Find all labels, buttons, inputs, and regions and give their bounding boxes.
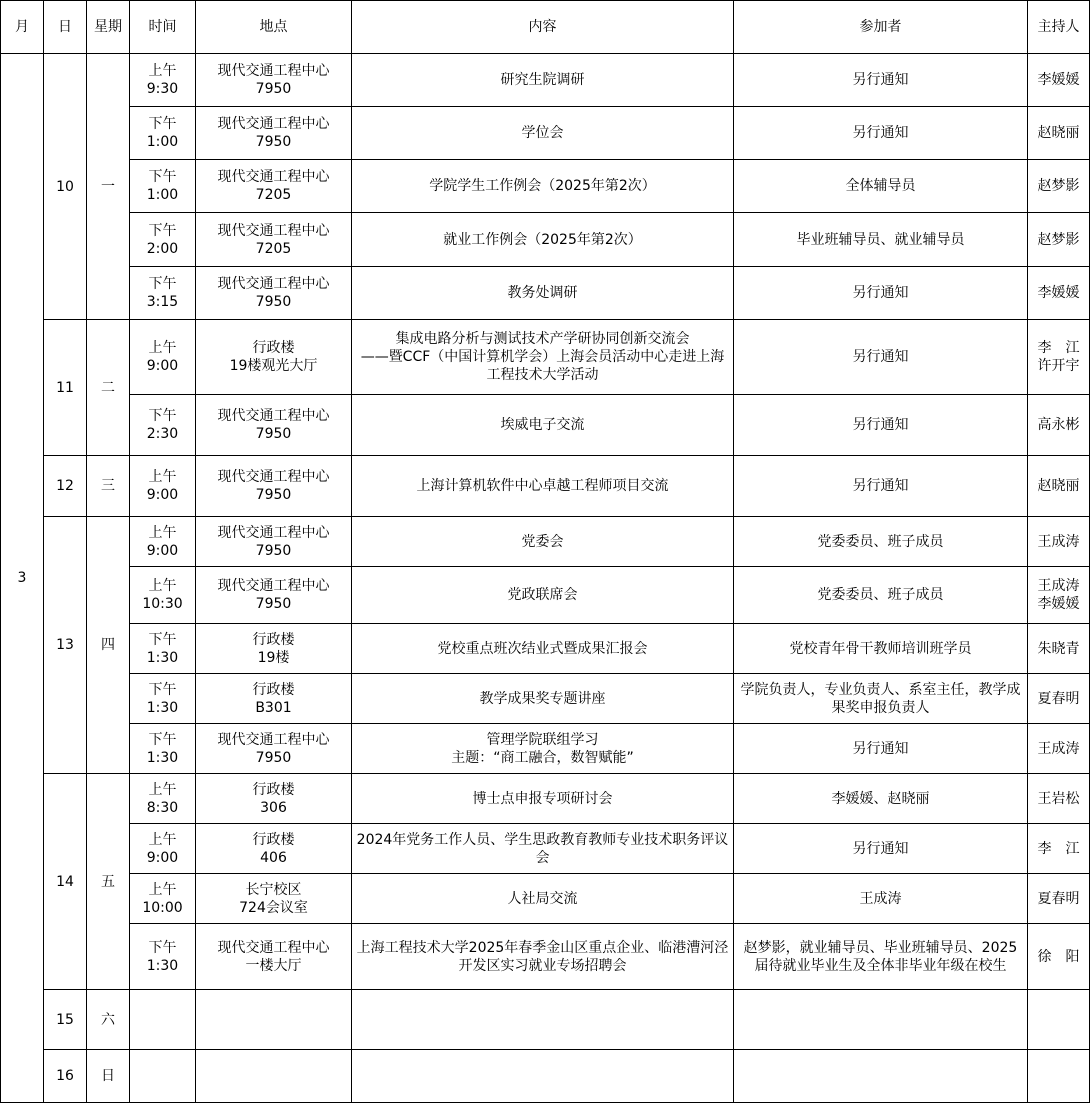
content-cell: 人社局交流 <box>352 874 734 924</box>
host-cell: 夏春明 <box>1028 874 1090 924</box>
host-cell: 朱晓青 <box>1028 624 1090 674</box>
participants-cell: 另行通知 <box>734 456 1028 517</box>
weekday-cell: 一 <box>87 54 130 320</box>
weekday-cell: 六 <box>87 990 130 1050</box>
table-row <box>1 990 1090 1050</box>
time-cell: 下午 1:30 <box>130 624 196 674</box>
participants-cell: 学院负责人，专业负责人、系室主任，教学成果奖申报负责人 <box>734 674 1028 724</box>
location-cell <box>196 1050 352 1103</box>
participants-cell: 另行通知 <box>734 54 1028 107</box>
participants-cell: 另行通知 <box>734 320 1028 395</box>
location-cell: 现代交通工程中心 7950 <box>196 395 352 456</box>
participants-cell: 李媛媛、赵晓丽 <box>734 774 1028 824</box>
table-row <box>1 624 1090 674</box>
location-cell: 行政楼 19楼 <box>196 624 352 674</box>
content-cell <box>352 990 734 1050</box>
location-cell: 现代交通工程中心 一楼大厅 <box>196 924 352 990</box>
time-cell: 下午 1:00 <box>130 160 196 213</box>
participants-cell: 王成涛 <box>734 874 1028 924</box>
participants-cell: 赵梦影，就业辅导员、毕业班辅导员、2025届待就业毕业生及全体非毕业年级在校生 <box>734 924 1028 990</box>
participants-cell: 党委委员、班子成员 <box>734 517 1028 567</box>
header-host: 主持人 <box>1028 1 1090 54</box>
time-cell: 上午 9:00 <box>130 320 196 395</box>
location-cell: 现代交通工程中心 7950 <box>196 107 352 160</box>
host-cell: 李媛媛 <box>1028 267 1090 320</box>
location-cell: 现代交通工程中心 7950 <box>196 517 352 567</box>
participants-cell <box>734 1050 1028 1103</box>
time-cell: 上午 9:00 <box>130 824 196 874</box>
weekday-cell: 二 <box>87 320 130 456</box>
host-cell: 赵梦影 <box>1028 160 1090 213</box>
header-row <box>1 1 1090 54</box>
header-weekday: 星期 <box>87 1 130 54</box>
table-row <box>1 213 1090 267</box>
location-cell: 行政楼 406 <box>196 824 352 874</box>
time-cell: 下午 3:15 <box>130 267 196 320</box>
content-cell: 2024年党务工作人员、学生思政教育教师专业技术职务评议会 <box>352 824 734 874</box>
content-cell: 埃威电子交流 <box>352 395 734 456</box>
location-cell: 现代交通工程中心 7950 <box>196 267 352 320</box>
table-row <box>1 674 1090 724</box>
location-cell: 行政楼 19楼观光大厅 <box>196 320 352 395</box>
host-cell: 李 江 <box>1028 824 1090 874</box>
host-cell: 夏春明 <box>1028 674 1090 724</box>
participants-cell: 另行通知 <box>734 267 1028 320</box>
content-cell: 教学成果奖专题讲座 <box>352 674 734 724</box>
weekday-cell: 五 <box>87 774 130 990</box>
table-row <box>1 724 1090 774</box>
month-cell: 3 <box>1 54 44 1103</box>
content-cell: 教务处调研 <box>352 267 734 320</box>
host-cell <box>1028 1050 1090 1103</box>
content-cell: 研究生院调研 <box>352 54 734 107</box>
table-row <box>1 456 1090 517</box>
participants-cell: 党委委员、班子成员 <box>734 567 1028 624</box>
day-cell: 12 <box>44 456 87 517</box>
day-cell: 16 <box>44 1050 87 1103</box>
location-cell: 行政楼 306 <box>196 774 352 824</box>
location-cell: 现代交通工程中心 7950 <box>196 567 352 624</box>
participants-cell: 另行通知 <box>734 395 1028 456</box>
table-row <box>1 567 1090 624</box>
participants-cell: 毕业班辅导员、就业辅导员 <box>734 213 1028 267</box>
header-content: 内容 <box>352 1 734 54</box>
table-row <box>1 924 1090 990</box>
time-cell: 上午 10:30 <box>130 567 196 624</box>
time-cell: 下午 1:30 <box>130 674 196 724</box>
header-location: 地点 <box>196 1 352 54</box>
table-row <box>1 774 1090 824</box>
participants-cell: 另行通知 <box>734 107 1028 160</box>
time-cell: 下午 2:00 <box>130 213 196 267</box>
location-cell: 现代交通工程中心 7950 <box>196 456 352 517</box>
table-row <box>1 517 1090 567</box>
header-month: 月 <box>1 1 44 54</box>
table-row <box>1 1050 1090 1103</box>
content-cell: 就业工作例会（2025年第2次） <box>352 213 734 267</box>
header-time: 时间 <box>130 1 196 54</box>
time-cell: 下午 1:30 <box>130 724 196 774</box>
header-participants: 参加者 <box>734 1 1028 54</box>
table-row <box>1 320 1090 395</box>
day-cell: 10 <box>44 54 87 320</box>
time-cell: 上午 9:00 <box>130 456 196 517</box>
table-row <box>1 395 1090 456</box>
table-row <box>1 267 1090 320</box>
location-cell: 现代交通工程中心 7205 <box>196 160 352 213</box>
table-row <box>1 160 1090 213</box>
content-cell: 上海工程技术大学2025年春季金山区重点企业、临港漕河泾开发区实习就业专场招聘会 <box>352 924 734 990</box>
time-cell: 下午 1:00 <box>130 107 196 160</box>
time-cell: 上午 9:00 <box>130 517 196 567</box>
location-cell: 行政楼 B301 <box>196 674 352 724</box>
schedule-body <box>1 54 1090 1103</box>
header-day: 日 <box>44 1 87 54</box>
host-cell <box>1028 990 1090 1050</box>
content-cell: 党委会 <box>352 517 734 567</box>
location-cell: 现代交通工程中心 7950 <box>196 54 352 107</box>
time-cell: 上午 10:00 <box>130 874 196 924</box>
location-cell <box>196 990 352 1050</box>
table-row <box>1 874 1090 924</box>
time-cell: 上午 9:30 <box>130 54 196 107</box>
participants-cell: 另行通知 <box>734 724 1028 774</box>
weekday-cell: 日 <box>87 1050 130 1103</box>
content-cell: 学位会 <box>352 107 734 160</box>
location-cell: 现代交通工程中心 7205 <box>196 213 352 267</box>
content-cell: 学院学生工作例会（2025年第2次） <box>352 160 734 213</box>
day-cell: 13 <box>44 517 87 774</box>
time-cell: 上午 8:30 <box>130 774 196 824</box>
weekday-cell: 三 <box>87 456 130 517</box>
location-cell: 现代交通工程中心 7950 <box>196 724 352 774</box>
content-cell: 管理学院联组学习 主题：“商工融合，数智赋能” <box>352 724 734 774</box>
host-cell: 赵晓丽 <box>1028 107 1090 160</box>
participants-cell <box>734 990 1028 1050</box>
participants-cell: 另行通知 <box>734 824 1028 874</box>
host-cell: 高永彬 <box>1028 395 1090 456</box>
participants-cell: 党校青年骨干教师培训班学员 <box>734 624 1028 674</box>
host-cell: 赵晓丽 <box>1028 456 1090 517</box>
weekday-cell: 四 <box>87 517 130 774</box>
day-cell: 11 <box>44 320 87 456</box>
content-cell: 博士点申报专项研讨会 <box>352 774 734 824</box>
day-cell: 15 <box>44 990 87 1050</box>
host-cell: 李媛媛 <box>1028 54 1090 107</box>
time-cell <box>130 990 196 1050</box>
time-cell: 下午 2:30 <box>130 395 196 456</box>
time-cell <box>130 1050 196 1103</box>
host-cell: 王成涛 李媛媛 <box>1028 567 1090 624</box>
day-cell: 14 <box>44 774 87 990</box>
content-cell: 党政联席会 <box>352 567 734 624</box>
host-cell: 赵梦影 <box>1028 213 1090 267</box>
table-row <box>1 54 1090 107</box>
host-cell: 王岩松 <box>1028 774 1090 824</box>
location-cell: 长宁校区 724会议室 <box>196 874 352 924</box>
content-cell: 集成电路分析与测试技术产学研协同创新交流会 ——暨CCF（中国计算机学会）上海会员活动中心走进上海工程技术大学活动 <box>352 320 734 395</box>
host-cell: 徐 阳 <box>1028 924 1090 990</box>
host-cell: 王成涛 <box>1028 724 1090 774</box>
content-cell: 上海计算机软件中心卓越工程师项目交流 <box>352 456 734 517</box>
host-cell: 王成涛 <box>1028 517 1090 567</box>
table-row <box>1 107 1090 160</box>
content-cell <box>352 1050 734 1103</box>
host-cell: 李 江 许开宇 <box>1028 320 1090 395</box>
participants-cell: 全体辅导员 <box>734 160 1028 213</box>
table-row <box>1 824 1090 874</box>
content-cell: 党校重点班次结业式暨成果汇报会 <box>352 624 734 674</box>
time-cell: 下午 1:30 <box>130 924 196 990</box>
